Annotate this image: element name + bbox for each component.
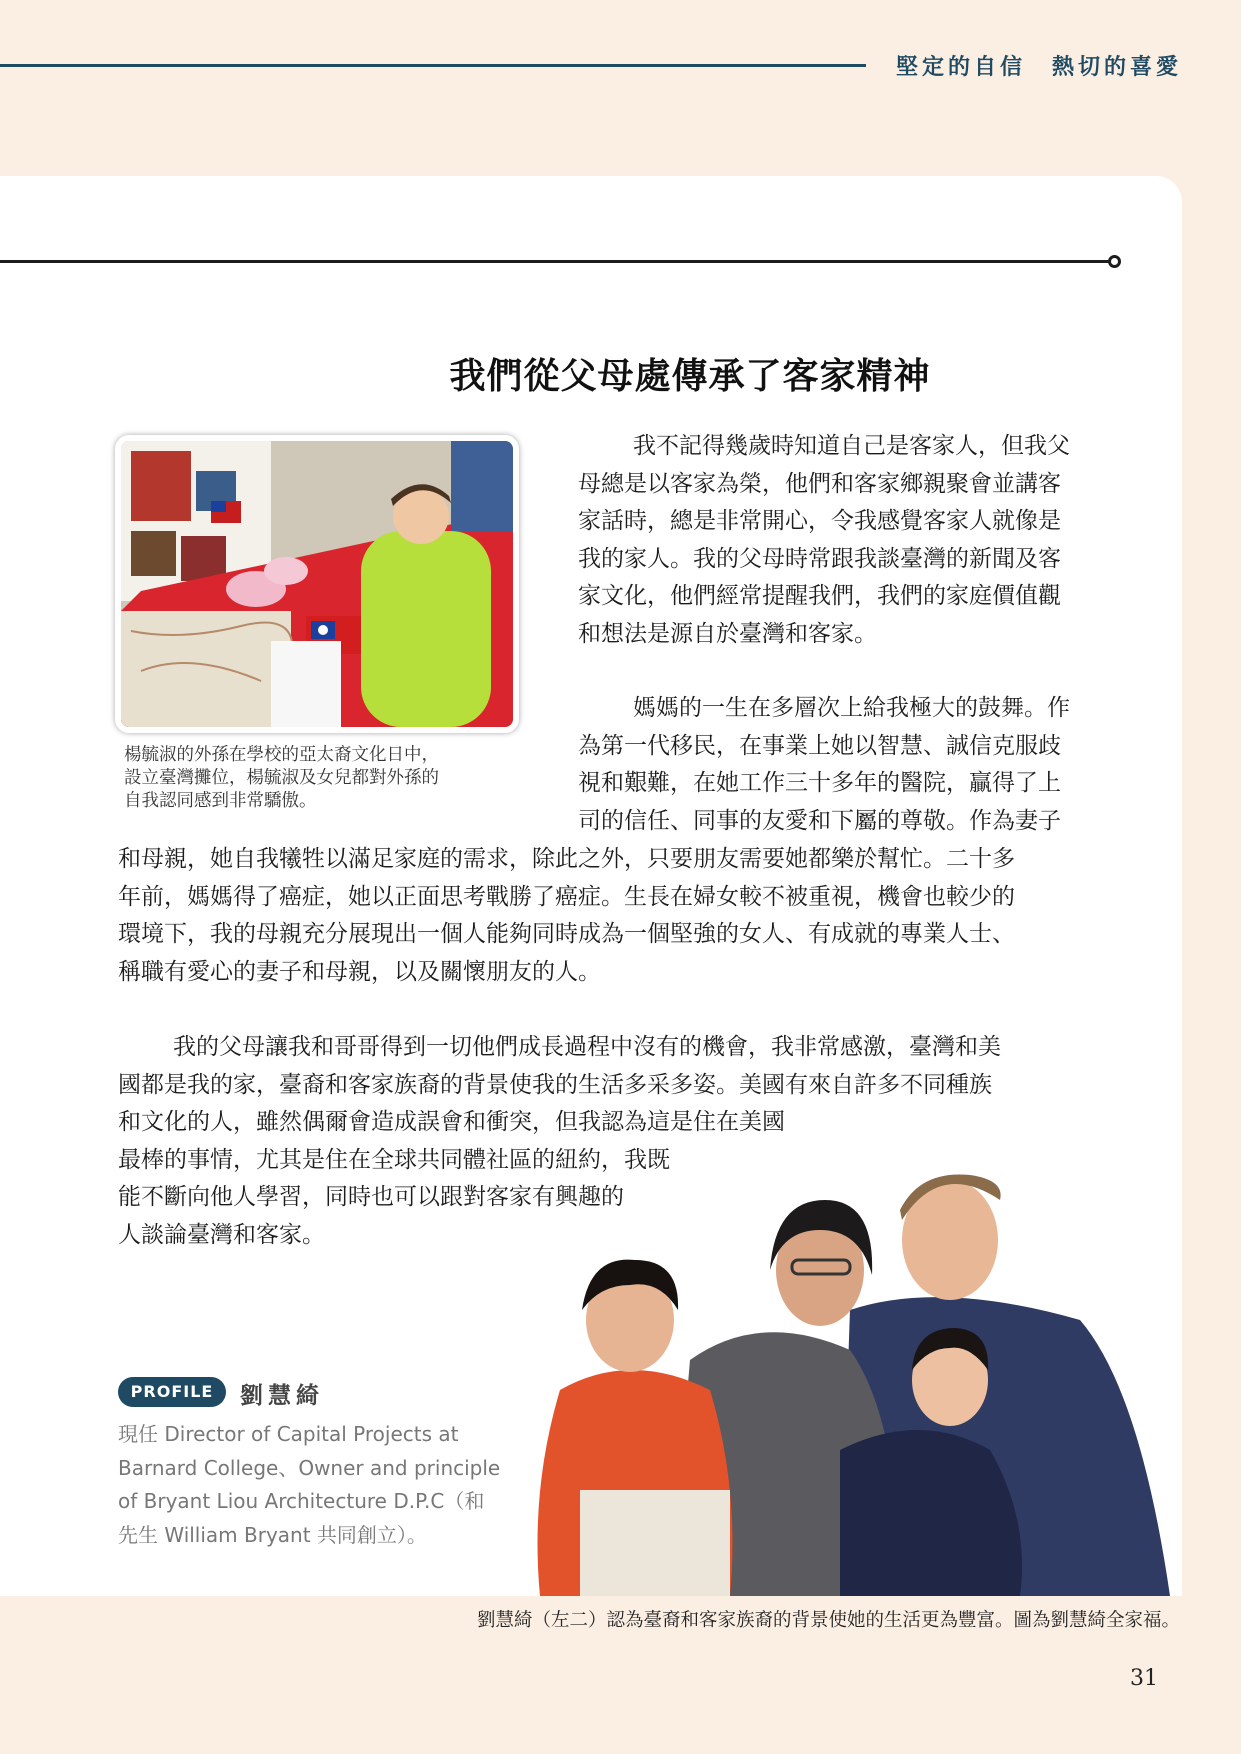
- cultural-day-photo: [115, 435, 519, 733]
- profile-description: [118, 1418, 518, 1552]
- text-line: 視和艱難，在她工作三十多年的醫院，贏得了上: [578, 770, 1061, 797]
- text-line: 我的父母讓我和哥哥得到一切他們成長過程中沒有的機會，我非常感激，臺灣和美: [173, 1034, 1001, 1060]
- text-line: 為第一代移民，在事業上她以智慧、誠信克服歧: [578, 732, 1061, 759]
- text-line: 和文化的人，雖然偶爾會造成誤會和衝突，但我認為這是住在美國: [118, 1109, 785, 1136]
- profile-line: Barnard College、Owner and principle: [118, 1455, 501, 1480]
- paragraph-2-narrow: [578, 690, 1070, 840]
- text-line: 媽媽的一生在多層次上給我極大的鼓舞。作: [633, 695, 1070, 721]
- caption-line: 設立臺灣攤位，楊毓淑及女兒都對外孫的: [124, 768, 439, 788]
- profile-line: 先生 William Bryant 共同創立）。: [118, 1522, 427, 1547]
- text-line: 和母親，她自我犧牲以滿足家庭的需求，除此之外，只要朋友需要她都樂於幫忙。二十多: [118, 846, 1015, 872]
- text-line: 最棒的事情，尤其是住在全球共同體社區的紐約，我既: [118, 1146, 670, 1173]
- text-line: 環境下，我的母親充分展現出一個人能夠同時成為一個堅強的女人、有成就的專業人士、: [118, 921, 1015, 948]
- family-photo-caption: 劉慧綺（左二）認為臺裔和客家族裔的背景使她的生活更為豐富。圖為劉慧綺全家福。: [476, 1610, 1180, 1631]
- text-line: 年前，媽媽得了癌症，她以正面思考戰勝了癌症。生長在婦女較不被重視，機會也較少的: [118, 883, 1015, 910]
- text-line: 母總是以客家為榮，他們和客家鄉親聚會並講客: [578, 470, 1061, 497]
- family-photo: [520, 1160, 1182, 1596]
- cultural-day-photo-illustration: [121, 441, 513, 727]
- caption-line: 自我認同感到非常驕傲。: [124, 791, 317, 811]
- text-line: 人談論臺灣和客家。: [118, 1221, 325, 1248]
- profile-name: 劉慧綺: [240, 1383, 324, 1409]
- section-rule: [0, 260, 1112, 263]
- profile-line: of Bryant Liou Architecture D.P.C（和: [118, 1489, 485, 1513]
- family-photo-illustration: [520, 1160, 1182, 1596]
- paragraph-2-wide: [118, 841, 1015, 991]
- text-line: 國都是我的家，臺裔和客家族裔的背景使我的生活多采多姿。美國有來自許多不同種族: [118, 1071, 992, 1098]
- text-line: 稱職有愛心的妻子和母親，以及關懷朋友的人。: [118, 958, 601, 985]
- article-title: 我們從父母處傳承了客家精神: [449, 356, 931, 397]
- caption-line: 楊毓淑的外孫在學校的亞太裔文化日中，: [124, 745, 439, 765]
- text-line: 家文化，他們經常提醒我們，我們的家庭價值觀: [578, 583, 1061, 610]
- text-line: 司的信任、同事的友愛和下屬的尊敬。作為妻子: [578, 807, 1061, 834]
- header-rule: [0, 64, 866, 67]
- running-title: 堅定的自信 熱切的喜愛: [896, 55, 1183, 80]
- text-line: 我不記得幾歲時知道自己是客家人，但我父: [633, 433, 1070, 459]
- text-line: 和想法是源自於臺灣和客家。: [578, 620, 877, 647]
- section-rule-endpoint: [1108, 255, 1121, 268]
- text-line: 我的家人。我的父母時常跟我談臺灣的新聞及客: [578, 545, 1061, 572]
- photo-caption: [124, 744, 524, 813]
- paragraph-1: [578, 428, 1070, 654]
- text-line: 家話時，總是非常開心，令我感覺客家人就像是: [578, 508, 1061, 535]
- profile-badge: PROFILE: [118, 1377, 226, 1407]
- page-number: 31: [1130, 1666, 1158, 1691]
- profile-line: 現任 Director of Capital Projects at: [118, 1422, 459, 1446]
- text-line: 能不斷向他人學習，同時也可以跟對客家有興趣的: [118, 1184, 624, 1211]
